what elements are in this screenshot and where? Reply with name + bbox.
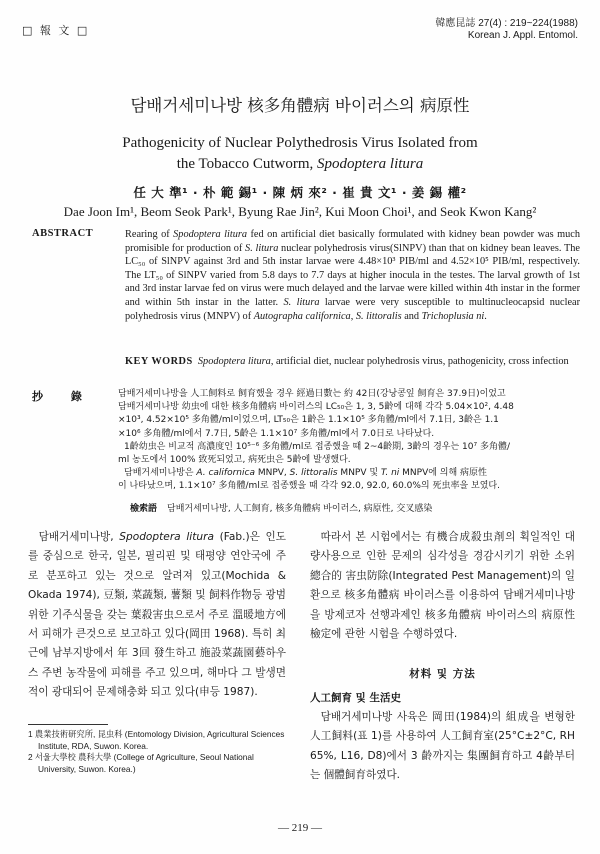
body-right-column — [310, 528, 575, 644]
species-name: S. littoralis — [355, 310, 402, 322]
species-name: A. californica — [196, 468, 255, 479]
summary-text: MNPV 및 — [337, 468, 381, 479]
abstract-text: and — [401, 310, 422, 322]
summary-line: 이 나타났으며, 1.1×10⁷ 多角體/ml로 접종했을 때 각각 92.0, 92.0, 60.0%의 死虫率을 보였다. — [118, 481, 500, 492]
methods-paragraph-container — [310, 708, 575, 786]
title-english-line2-prefix: the Tobacco Cutworm, — [176, 156, 318, 172]
article-type-label: □ 報 文 □ — [22, 24, 90, 37]
title-species: Spodoptera litura — [317, 156, 424, 172]
footnote-divider — [28, 724, 108, 725]
intro-text: (Fab.)은 인도를 중심으로 한국, 일본, 필리핀 및 태평양 연안국에 주로 분포하고 있는 것으로 알려져 있고(Mochida & Okada 1974), 豆類, 菜蔬類, 薯類 및 飼料作物등 광범위한 기주식물을 갖는 葉殺害虫으로서 주로 溫暖地方에서 피해가 큰것으로 보고하고 있다(岡田 1968). 특히 최근에 남부지방에서 年 3回 發生하고 施設菜蔬園藝하우스 주변 농작물에 피해를 주고 있으며, 해마다 그 발생면적이 광대되어 문제해충화 되고 있다(申등 1987). — [28, 531, 286, 699]
abstract-text: Rearing of — [125, 229, 174, 240]
species-name: S. litura — [283, 296, 320, 308]
summary-line: 1齡幼虫은 비교적 高濃度인 10⁵⁻⁶ 多角體/ml로 접종했을 때 2~4齡期, 3齡의 경우는 10⁷ 多角體/ — [124, 441, 510, 452]
species-name: Autographa californica — [253, 310, 351, 322]
abstract-body — [125, 228, 580, 323]
body-left-column — [28, 528, 286, 703]
section-heading-methods: 材料 및 方法 — [409, 668, 476, 680]
abstract-label: ABSTRACT — [32, 228, 94, 239]
summary-line: ×10³, 4.52×10⁵ 多角體/ml이었으며, LT₅₀은 1齡은 1.1×10⁵ 多角體/ml에서 7.1日, 3齡은 1.1 — [118, 415, 499, 426]
summary-line: ×10⁶ 多角體/ml에서 7.7日, 5齡은 1.1×10⁷ 多角體/ml에서 7.0日로 나타났다. — [118, 428, 435, 439]
title-english — [40, 133, 560, 175]
summary-text: MNPV에 의해 病原性 — [399, 468, 488, 479]
footnote-1: 1 農業技術研究所, 昆虫科 (Entomology Division, Agricultural Sciences Institute, RDA, Suwon. Korea. — [28, 729, 285, 751]
methods-paragraph: 담배거세미나방 사육은 岡田(1984)의 組成을 변형한 人工飼料(표 1)를 사용하여 人工飼育室(25°C±2°C, RH 65%, L16, D8)에서 3 齡까지는 集團飼育하고 4齡부터는 個體飼育하였다. — [310, 711, 575, 782]
abstract-text: larvae were very susceptible to multinucleocapsid nuclear polyhedrosis virus (MNPV) of — [125, 296, 581, 322]
subsection-heading-rearing: 人工飼育 및 生活史 — [310, 692, 401, 704]
footnote-2: 2 서울大學校 農科大學 (College of Agriculture, Seoul National University, Suwon. Korea.) — [28, 752, 254, 774]
keywords-text: , artificial diet, nuclear polyhedrosis virus, pathogenicity, cross infection — [270, 356, 569, 367]
abstract-text: fed on artificial diet basically formulated with kidney bean powder was much promisible for production of — [125, 229, 580, 254]
authors-english: Dae Joon Im¹, Beom Seok Park¹, Byung Rae Jin², Kui Moon Choi¹, and Seok Kwon Kang² — [63, 204, 537, 219]
species-name: Spodoptera litura — [197, 356, 271, 367]
authors-korean: 任 大 準¹ · 朴 範 錫¹ · 陳 炳 來² · 崔 貴 文¹ · 姜 錫 權² — [133, 185, 467, 200]
page-number: — 219 — — [278, 822, 322, 834]
korean-keywords — [130, 501, 580, 514]
title-korean: 담배거세미나방 核多角體病 바이러스의 病原性 — [130, 96, 470, 115]
title-english-line1: Pathogenicity of Nuclear Polythedrosis Virus Isolated from — [122, 135, 478, 151]
keywords-label: KEY WORDS — [125, 356, 193, 367]
abstract-text: , — [350, 310, 356, 322]
abstract-text: . — [484, 310, 487, 322]
summary-label: 抄 錄 — [32, 390, 94, 403]
journal-citation-korean: 韓應昆誌 27(4) : 219~224(1988) — [435, 18, 578, 29]
species-name: T. ni — [380, 468, 400, 479]
intro-paragraph — [28, 528, 286, 703]
summary-text: 담배거세미나방은 — [124, 468, 197, 479]
keywords — [125, 355, 580, 369]
title-english-line2 — [40, 154, 560, 175]
footnotes — [28, 729, 286, 775]
summary-line: 담배거세미나방 幼虫에 대한 核多角體病 바이러스의 LC₅₀은 1, 3, 5齡에 대해 각각 5.04×10², 4.48 — [118, 402, 514, 413]
summary-line: ml 농도에서 100% 致死되었고, 病死虫은 5齡에 발생했다. — [118, 455, 351, 466]
intro-text: 담배거세미나방, — [38, 531, 120, 543]
species-name: S. litura — [245, 242, 279, 254]
species-name: Spodoptera litura — [173, 229, 248, 240]
journal-citation-english: Korean J. Appl. Entomol. — [467, 30, 578, 41]
korean-keywords-label: 檢索語 — [130, 504, 158, 514]
summary-body — [118, 388, 580, 494]
abstract-text: nuclear polyhedrosis virus(SlNPV) than that on kidney bean leaves. The LC₅₀ of SlNPV against 3rd and 5th instar larvae were 4.48×10³ PIB/ml and 4.52×10⁵ PIB/ml, respectively. The LT₅₀ of SlNPV varied from 5.8 days to 7.7 days at higher inocula in the testes. The larval growth of 1st and 3rd instar larvae fed on virus were much delayed and the larvae were killed within 4th instar in the former and within 5th instar in the latter. — [125, 242, 580, 308]
species-name: S. littoralis — [289, 468, 338, 479]
objective-paragraph: 따라서 본 시험에서는 有機合成殺虫剤의 획일적인 대량사용으로 인한 문제의 심각성을 경감시키기 위한 소위 總合的 害虫防除(Integrated Pest Management)의 일환으로 核多角體病 바이러스를 이용하여 담배거세미나방을 방제코자 선행과제인 核多角體病 바이러스의 病原性 檢定에 관한 시험을 수행하였다. — [310, 531, 575, 641]
species-name: Spodoptera litura — [119, 531, 214, 543]
journal-citation — [435, 18, 578, 42]
species-name: Trichoplusia ni — [421, 310, 485, 322]
korean-keywords-text: 담배거세미나방, 人工飼育, 核多角體病 바이러스, 病原性, 交叉感染 — [167, 504, 433, 514]
summary-line — [118, 467, 580, 480]
summary-line: 담배거세미나방을 人工飼料로 飼育했을 경우 經過日數는 約 42日(강낭콩잎 飼育은 37.9日)이었고 — [118, 389, 506, 399]
summary-text: MNPV, — [254, 468, 290, 479]
